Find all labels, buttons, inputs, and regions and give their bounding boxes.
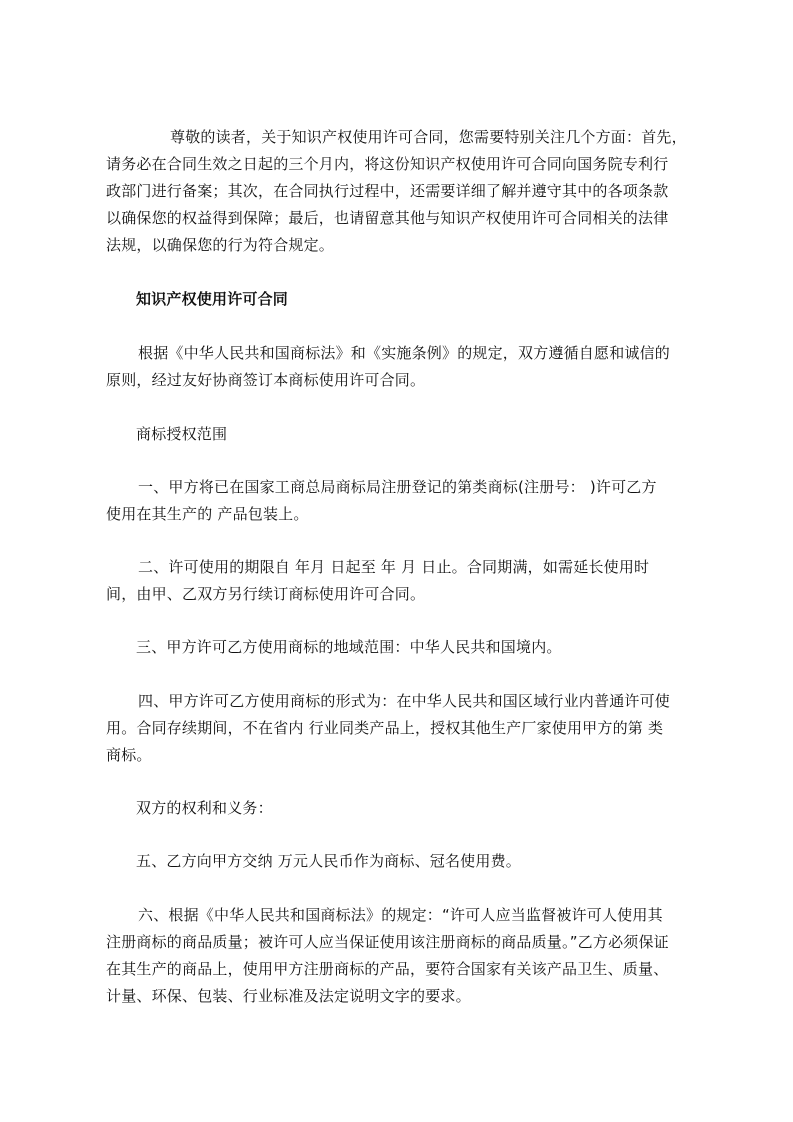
clause-5 bbox=[92, 848, 712, 875]
clause-6 bbox=[92, 902, 712, 1010]
preamble-line: 原则，经过友好协商签订本商标使用许可合同。 bbox=[106, 371, 426, 389]
intro-line: 政部门进行备案；其次，在合同执行过程中，还需要详细了解并遵守其中的各项条款 bbox=[106, 182, 669, 200]
clause-2 bbox=[92, 554, 712, 608]
clause-line: 五、乙方向甲方交纳 万元人民币作为商标、冠名使用费。 bbox=[136, 852, 521, 870]
clause-line: 一、甲方将已在国家工商总局商标局注册登记的第类商标(注册号： )许可乙方 bbox=[138, 478, 657, 496]
clause-line: 四、甲方许可乙方使用商标的形式为：在中华人民共和国区域行业内普通许可使 bbox=[138, 692, 671, 710]
clause-line: 注册商标的商品质量；被许可人应当保证使用该注册商标的商品质量。”乙方必须保证 bbox=[106, 933, 669, 951]
preamble-line: 根据《中华人民共和国商标法》和《实施条例》的规定，双方遵循自愿和诚信的 bbox=[138, 344, 671, 362]
clause-line: 用。合同存续期间，不在省内 行业同类产品上，授权其他生产厂家使用甲方的第 类 bbox=[106, 719, 664, 737]
clause-line: 使用在其生产的 产品包装上。 bbox=[106, 505, 309, 523]
clause-line: 三、甲方许可乙方使用商标的地域范围：中华人民共和国境内。 bbox=[136, 638, 562, 656]
clause-4 bbox=[92, 688, 712, 769]
intro-line: 以确保您的权益得到保障；最后，也请留意其他与知识产权使用许可合同相关的法律 bbox=[106, 209, 669, 227]
intro-line: 尊敬的读者，关于知识产权使用许可合同，您需要特别关注几个方面：首先， bbox=[170, 128, 687, 146]
clause-3 bbox=[92, 634, 712, 661]
clause-line: 商标。 bbox=[106, 746, 152, 764]
intro-line: 请务必在合同生效之日起的三个月内，将这份知识产权使用许可合同向国务院专利行 bbox=[106, 155, 669, 173]
clause-line: 六、根据《中华人民共和国商标法》的规定：“许可人应当监督被许可人使用其 bbox=[138, 906, 663, 924]
clause-line: 间，由甲、乙双方另行续订商标使用许可合同。 bbox=[106, 585, 426, 603]
preamble-paragraph bbox=[92, 340, 712, 394]
section-heading-rights: 双方的权利和义务： bbox=[136, 799, 273, 817]
clause-line: 二、许可使用的期限自 年月 日起至 年 月 日止。合同期满，如需延长使用时 bbox=[138, 558, 650, 576]
section-heading-scope: 商标授权范围 bbox=[136, 425, 228, 443]
intro-paragraph bbox=[92, 124, 712, 259]
document-title: 知识产权使用许可合同 bbox=[136, 290, 289, 308]
clause-line: 在其生产的商品上，使用甲方注册商标的产品，要符合国家有关该产品卫生、质量、 bbox=[106, 960, 669, 978]
intro-line: 法规，以确保您的行为符合规定。 bbox=[106, 236, 335, 254]
clause-line: 计量、环保、包装、行业标准及法定说明文字的要求。 bbox=[106, 987, 471, 1005]
clause-1 bbox=[92, 474, 712, 528]
